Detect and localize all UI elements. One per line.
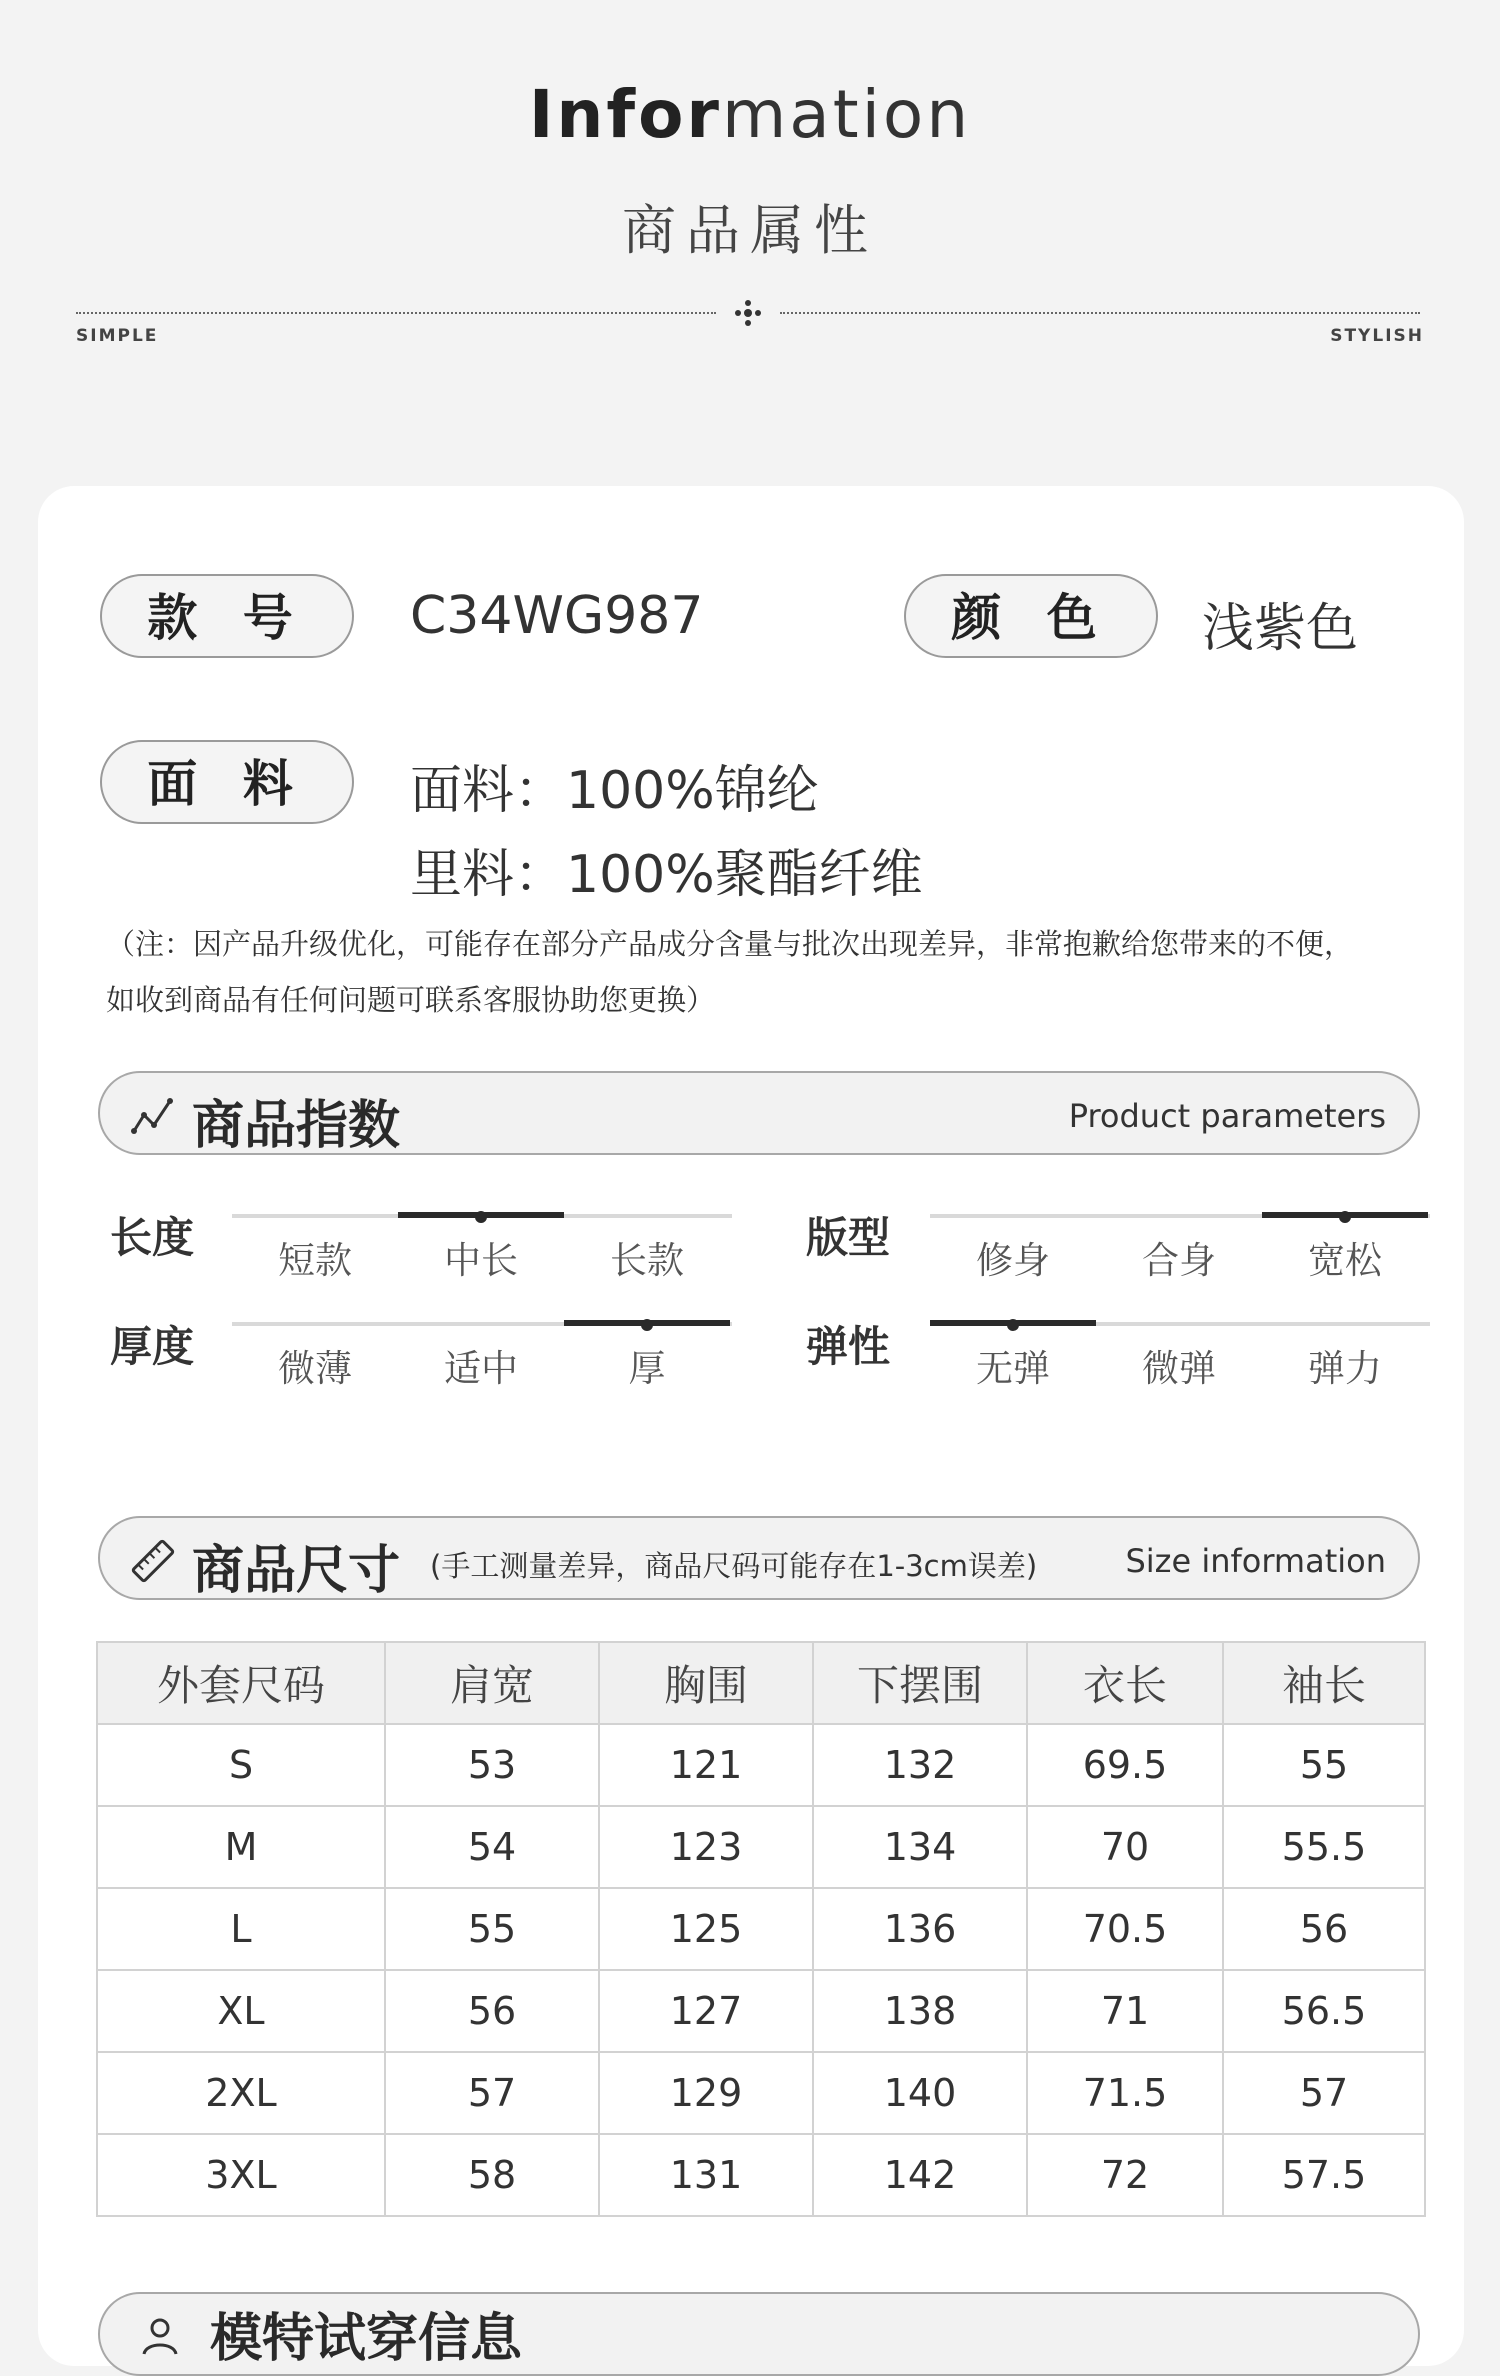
param-track-fit	[930, 1214, 1430, 1282]
table-cell: 121	[599, 1724, 813, 1806]
table-cell: 129	[599, 2052, 813, 2134]
trend-line-icon	[130, 1093, 176, 1139]
param-selected-dot	[475, 1211, 487, 1223]
header-subtitle: 商品属性	[622, 199, 878, 262]
header-title-bold: Infor	[528, 76, 722, 153]
table-cell: 70.5	[1027, 1888, 1223, 1970]
params-section-bar	[98, 1071, 1420, 1155]
param-option: 厚	[628, 1347, 666, 1390]
table-cell: 53	[385, 1724, 599, 1806]
param-selected-dot	[1339, 1211, 1351, 1223]
table-cell: 56	[385, 1970, 599, 2052]
param-label-fit: 版型	[806, 1213, 891, 1262]
table-row	[97, 2052, 1425, 2134]
table-cell: 56.5	[1223, 1970, 1425, 2052]
table-cell: M	[97, 1806, 385, 1888]
color-value: 浅紫色	[1202, 599, 1359, 659]
header-sleeve: 袖长	[1223, 1642, 1425, 1724]
model-section-bar	[98, 2292, 1420, 2376]
tag-simple: SIMPLE	[76, 326, 159, 346]
table-row	[97, 1806, 1425, 1888]
param-label-elasticity: 弹性	[806, 1322, 891, 1371]
table-cell: 132	[813, 1724, 1027, 1806]
table-cell: 55.5	[1223, 1806, 1425, 1888]
size-table-header	[97, 1642, 1425, 1724]
table-cell: 125	[599, 1888, 813, 1970]
table-row	[97, 1724, 1425, 1806]
size-section-title: 商品尺寸	[192, 1541, 401, 1601]
disclaimer-note-2: 如收到商品有任何问题可联系客服协助您更换）	[106, 983, 716, 1017]
table-cell: S	[97, 1724, 385, 1806]
table-cell: 57	[385, 2052, 599, 2134]
style-number-value: C34WG987	[410, 586, 704, 646]
style-number-pill: 款 号	[100, 574, 354, 658]
table-cell: XL	[97, 1970, 385, 2052]
ornament-icon	[733, 298, 763, 328]
table-cell: 71.5	[1027, 2052, 1223, 2134]
size-section-note: (手工测量差异，商品尺码可能存在1-3cm误差)	[430, 1549, 1038, 1583]
table-row	[97, 1970, 1425, 2052]
params-section-title: 商品指数	[192, 1096, 401, 1156]
color-pill: 颜 色	[904, 574, 1158, 658]
param-label-thickness: 厚度	[110, 1322, 195, 1371]
param-option: 适中	[444, 1347, 518, 1390]
table-cell: 58	[385, 2134, 599, 2216]
table-cell: 56	[1223, 1888, 1425, 1970]
table-cell: 138	[813, 1970, 1027, 2052]
param-label-length: 长度	[110, 1213, 195, 1262]
fabric-pill: 面 料	[100, 740, 354, 824]
model-section-title: 模特试穿信息	[210, 2309, 523, 2369]
size-section-en: Size information	[1125, 1542, 1386, 1580]
header-title-light: mation	[721, 76, 972, 153]
divider-left	[76, 312, 716, 314]
ruler-icon	[130, 1538, 176, 1584]
param-option: 合身	[1142, 1239, 1216, 1282]
fabric-line-1: 面料：100%锦纶	[410, 761, 819, 821]
param-option: 修身	[976, 1239, 1050, 1282]
header-size: 外套尺码	[97, 1642, 385, 1724]
table-row	[97, 2134, 1425, 2216]
tag-stylish: STYLISH	[1330, 326, 1424, 346]
param-option: 无弹	[976, 1347, 1050, 1390]
header-hem: 下摆围	[813, 1642, 1027, 1724]
table-cell: 57.5	[1223, 2134, 1425, 2216]
table-cell: 70	[1027, 1806, 1223, 1888]
param-option: 弹力	[1308, 1347, 1382, 1390]
size-section-bar	[98, 1516, 1420, 1600]
divider-right	[780, 312, 1420, 314]
param-track-length	[232, 1214, 732, 1282]
param-selected-dot	[1007, 1319, 1019, 1331]
param-track-thickness	[232, 1322, 732, 1390]
table-cell: 136	[813, 1888, 1027, 1970]
table-cell: 123	[599, 1806, 813, 1888]
param-option: 长款	[610, 1239, 684, 1282]
table-cell: 55	[1223, 1724, 1425, 1806]
param-option: 短款	[278, 1239, 352, 1282]
model-icon	[140, 2316, 180, 2356]
table-cell: 72	[1027, 2134, 1223, 2216]
table-row	[97, 1888, 1425, 1970]
table-cell: 3XL	[97, 2134, 385, 2216]
header-length: 衣长	[1027, 1642, 1223, 1724]
param-option: 宽松	[1308, 1239, 1382, 1282]
disclaimer-note-1: （注：因产品升级优化，可能存在部分产品成分含量与批次出现差异，非常抱歉给您带来的不便，	[106, 927, 1354, 961]
table-cell: L	[97, 1888, 385, 1970]
param-option: 微薄	[278, 1347, 352, 1390]
params-section-en: Product parameters	[1068, 1097, 1386, 1135]
table-cell: 57	[1223, 2052, 1425, 2134]
table-cell: 134	[813, 1806, 1027, 1888]
table-cell: 142	[813, 2134, 1027, 2216]
header-chest: 胸围	[599, 1642, 813, 1724]
param-option: 微弹	[1142, 1347, 1216, 1390]
fabric-line-2: 里料：100%聚酯纤维	[410, 845, 923, 905]
table-cell: 55	[385, 1888, 599, 1970]
table-cell: 131	[599, 2134, 813, 2216]
header-shoulder: 肩宽	[385, 1642, 599, 1724]
table-cell: 69.5	[1027, 1724, 1223, 1806]
header-title	[0, 76, 1500, 153]
table-cell: 2XL	[97, 2052, 385, 2134]
size-table	[96, 1641, 1426, 2217]
table-cell: 71	[1027, 1970, 1223, 2052]
table-cell: 127	[599, 1970, 813, 2052]
param-option: 中长	[444, 1239, 518, 1282]
table-cell: 140	[813, 2052, 1027, 2134]
param-selected-dot	[641, 1319, 653, 1331]
table-cell: 54	[385, 1806, 599, 1888]
param-track-elasticity	[930, 1322, 1430, 1390]
